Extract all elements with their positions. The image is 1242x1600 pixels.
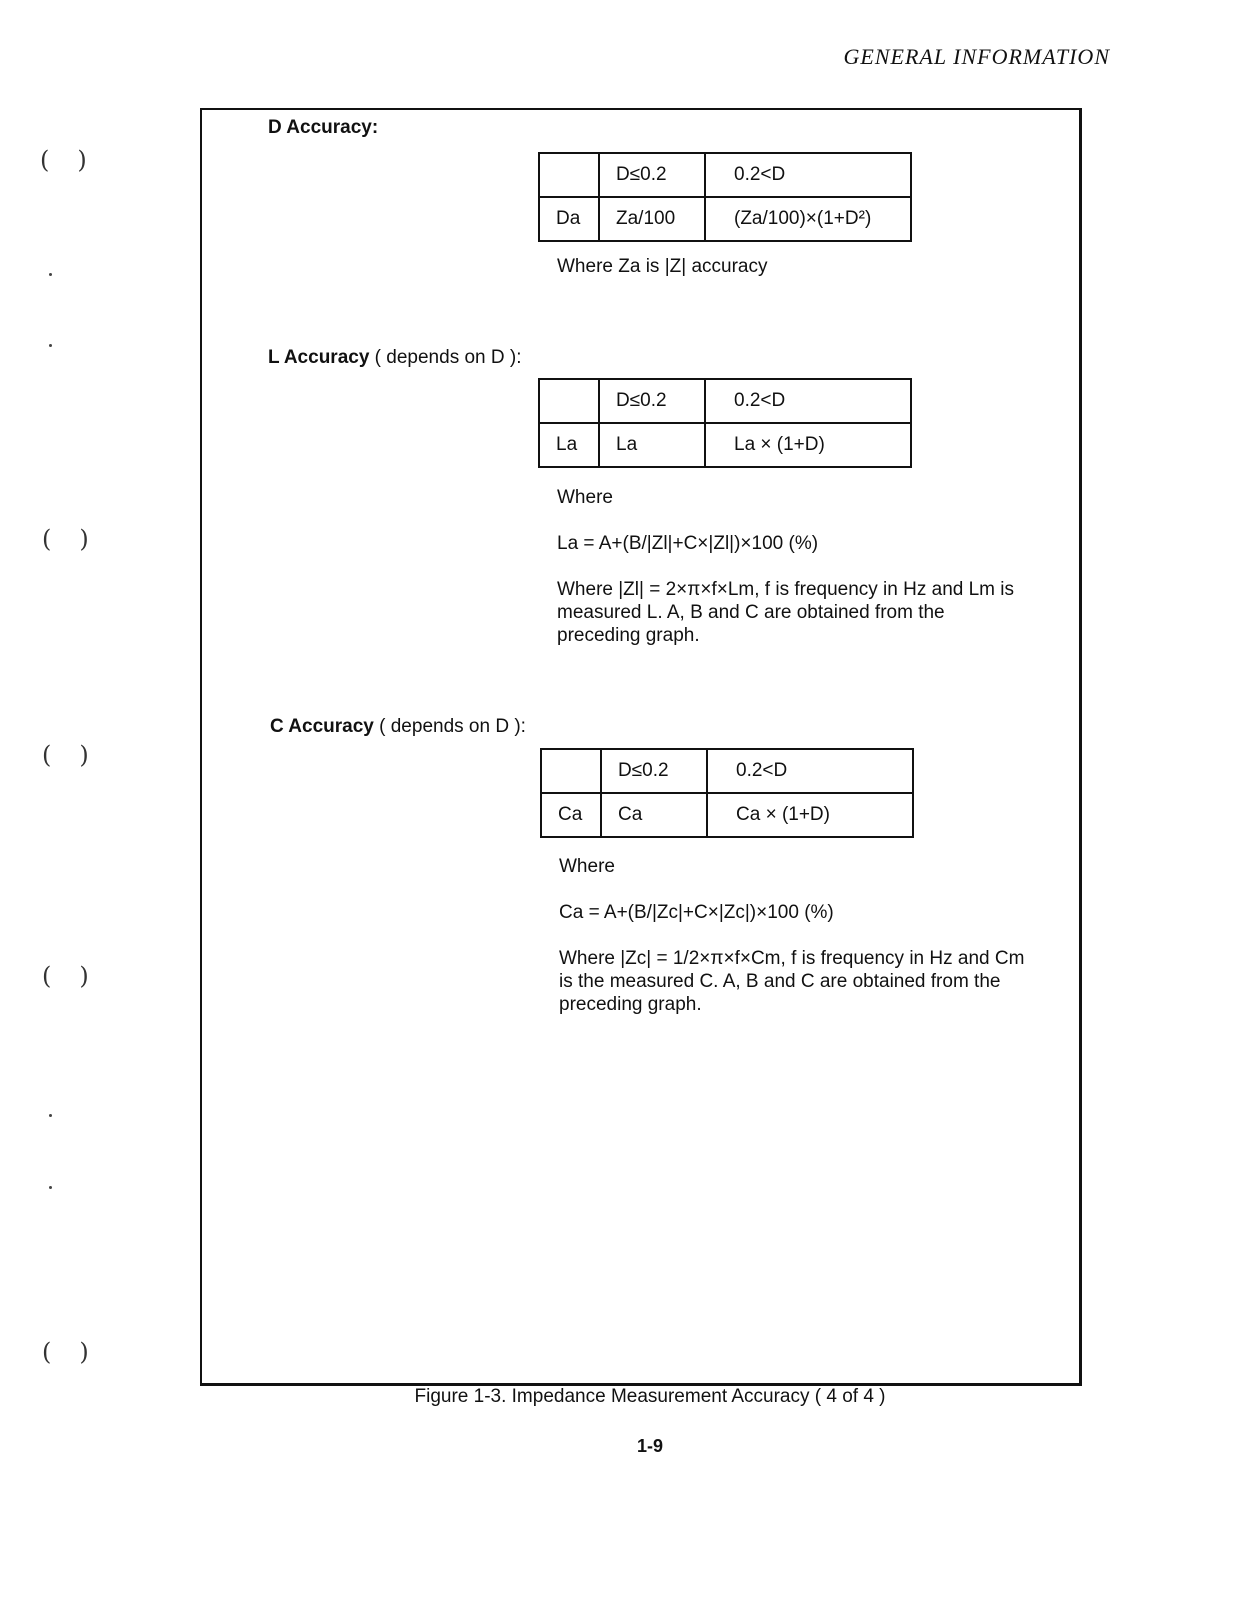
figure-caption: Figure 1-3. Impedance Measurement Accuracy ( 4 of 4 ) [414,1386,886,1407]
c-accuracy-heading-rest: ( depends on D ): [373,716,526,737]
table-cell: La [599,423,705,467]
binder-hole-mark: ( ) [42,962,89,990]
page-number: 1-9 [636,1436,663,1456]
l-formula: La = A+(B/|Zl|+C×|Zl|)×100 (%) [557,533,819,554]
table-header-row [539,379,911,423]
table-row [541,793,913,837]
scan-speck [49,273,52,276]
scan-speck [49,344,52,347]
table-cell [539,153,599,197]
d-accuracy-table [538,152,912,242]
l-accuracy-heading-bold: L Accuracy [268,347,370,368]
c-formula-explanation: Where |Zc| = 1/2×π×f×Cm, f is frequency in Hz and Cm is the measured C. A, B and C are obtained from the preceding graph. [559,948,1025,1015]
binder-hole-mark: ( ) [40,146,87,174]
table-cell: D≤0.2 [601,749,707,793]
table-cell: Ca × (1+D) [707,793,913,837]
scan-speck [49,1114,52,1117]
table-cell: 0.2<D [705,379,911,423]
table-cell [541,749,601,793]
d-accuracy-heading [268,117,378,139]
scan-speck [49,1186,52,1189]
c-accuracy-heading-bold: C Accuracy [270,716,374,737]
binder-hole-mark: ( ) [42,525,89,553]
table-cell: 0.2<D [707,749,913,793]
figure-frame [200,108,1082,1386]
d-accuracy-note: Where Za is |Z| accuracy [557,256,768,277]
binder-hole-mark: ( ) [42,1338,89,1366]
table-cell: La [539,423,599,467]
table-cell: Ca [601,793,707,837]
table-cell: (Za/100)×(1+D²) [705,197,911,241]
l-formula-explanation: Where |Zl| = 2×π×f×Lm, f is frequency in Hz and Lm is measured L. A, B and C are obtained from the preceding graph. [557,579,1015,646]
c-accuracy-heading [270,716,526,738]
c-formula: Ca = A+(B/|Zc|+C×|Zc|)×100 (%) [559,902,834,923]
table-cell: La × (1+D) [705,423,911,467]
c-accuracy-table [540,748,914,838]
table-cell: D≤0.2 [599,153,705,197]
binder-hole-mark: ( ) [42,741,89,769]
table-cell: 0.2<D [705,153,911,197]
table-cell: Ca [541,793,601,837]
table-cell [539,379,599,423]
table-cell: Za/100 [599,197,705,241]
d-accuracy-heading-bold: D Accuracy: [268,117,379,138]
table-cell: Da [539,197,599,241]
l-accuracy-table [538,378,912,468]
c-where-label: Where [559,856,615,877]
l-accuracy-heading [268,347,522,369]
l-where-label: Where [557,487,613,508]
table-cell: D≤0.2 [599,379,705,423]
table-row [539,197,911,241]
table-header-row [539,153,911,197]
running-head: GENERAL INFORMATION [843,44,1110,69]
table-header-row [541,749,913,793]
l-accuracy-heading-rest: ( depends on D ): [369,347,522,368]
table-row [539,423,911,467]
